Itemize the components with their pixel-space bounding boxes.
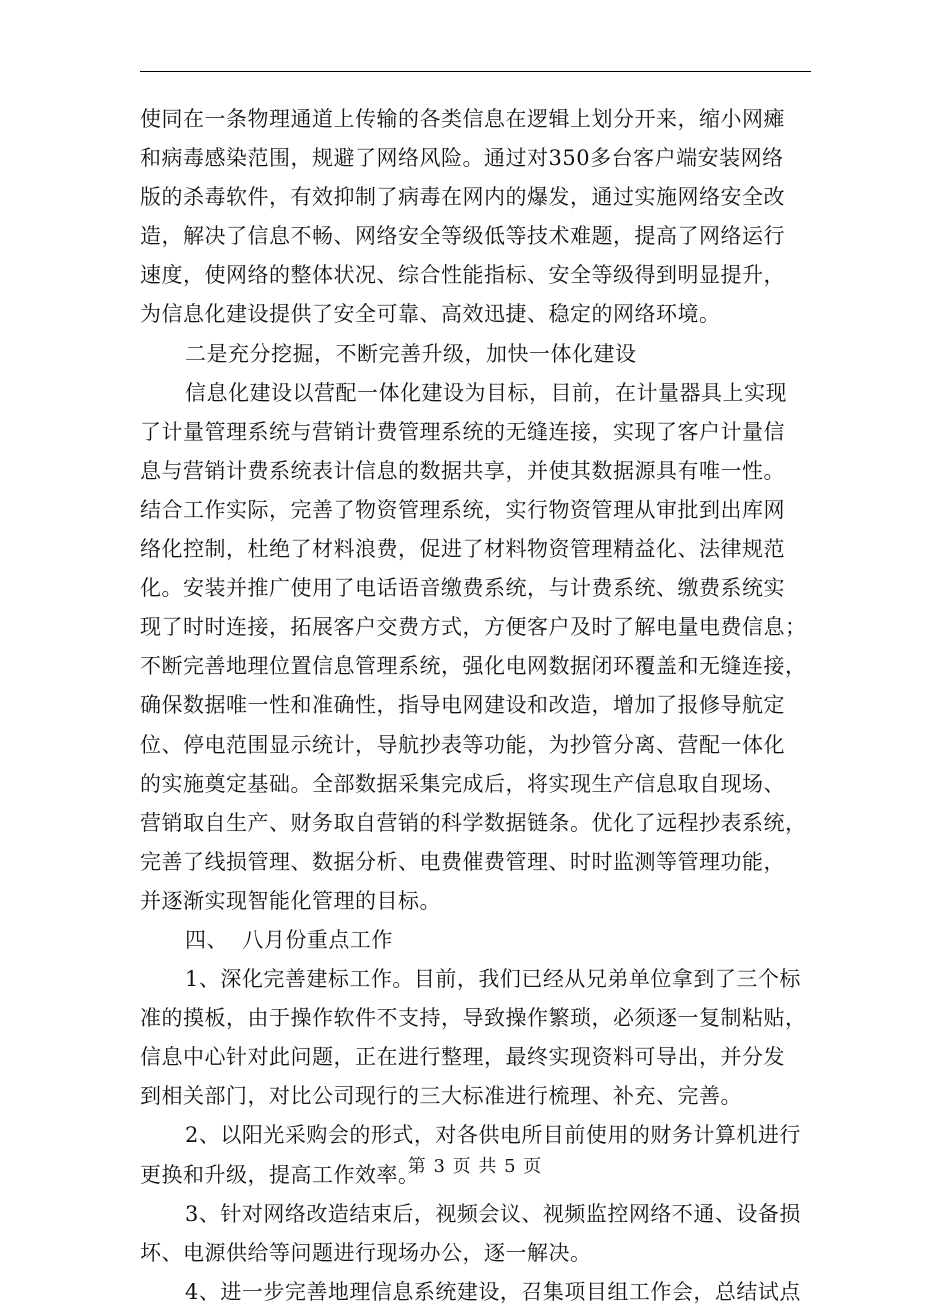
body-line: 为信息化建设提供了安全可靠、高效迅捷、稳定的网络环境。 — [140, 302, 721, 327]
body-line: 并逐渐实现智能化管理的目标。 — [140, 888, 441, 913]
section-heading: 四、 八月份重点工作 — [185, 927, 393, 952]
body-line: 准的摸板，由于操作软件不支持，导致操作繁琐，必须逐一复制粘贴， — [140, 1006, 807, 1031]
body-line: 信息中心针对此问题，正在进行整理，最终实现资料可导出，并分发 — [140, 1045, 785, 1070]
body-line: 位、停电范围显示统计，导航抄表等功能，为抄管分离、营配一体化 — [140, 732, 785, 757]
page-footer: 第 3 页 共 5 页 — [407, 1156, 543, 1177]
body-line: 不断完善地理位置信息管理系统，强化电网数据闭环覆盖和无缝连接， — [140, 654, 807, 679]
document-body — [140, 100, 820, 1312]
body-line: 确保数据唯一性和准确性，指导电网建设和改造，增加了报修导航定 — [140, 693, 785, 718]
body-line: 和病毒感染范围，规避了网络风险。通过对350多台客户端安装网络 — [140, 146, 784, 171]
body-line: 速度，使网络的整体状况、综合性能指标、安全等级得到明显提升， — [140, 263, 785, 288]
section-heading: 二是充分挖掘，不断完善升级，加快一体化建设 — [185, 341, 637, 366]
body-line: 结合工作实际，完善了物资管理系统，实行物资管理从审批到出库网 — [140, 497, 785, 522]
list-item-start: 3、针对网络改造结束后，视频会议、视频监控网络不通、设备损 — [185, 1201, 801, 1226]
body-line: 的实施奠定基础。全部数据采集完成后，将实现生产信息取自现场、 — [140, 771, 785, 796]
body-line: 更换和升级，提高工作效率。 — [140, 1162, 420, 1187]
body-line: 化。安装并推广使用了电话语音缴费系统，与计费系统、缴费系统实 — [140, 576, 785, 601]
body-line: 使同在一条物理通道上传输的各类信息在逻辑上划分开来，缩小网瘫 — [140, 107, 785, 131]
header-rule — [140, 71, 811, 72]
body-line: 到相关部门，对比公司现行的三大标准进行梳理、补充、完善。 — [140, 1084, 742, 1109]
body-line: 络化控制，杜绝了材料浪费，促进了材料物资管理精益化、法律规范 — [140, 537, 785, 562]
list-item-start: 2、以阳光采购会的形式，对各供电所目前使用的财务计算机进行 — [185, 1123, 801, 1148]
body-line: 现了时时连接，拓展客户交费方式，方便客户及时了解电量电费信息； — [140, 615, 807, 640]
body-line: 坏、电源供给等问题进行现场办公，逐一解决。 — [140, 1240, 592, 1265]
body-line: 造，解决了信息不畅、网络安全等级低等技术难题，提高了网络运行 — [140, 224, 785, 249]
body-line: 息与营销计费系统表计信息的数据共享，并使其数据源具有唯一性。 — [140, 458, 785, 483]
list-item-start: 4、进一步完善地理信息系统建设，召集项目组工作会，总结试点 — [185, 1279, 801, 1304]
list-item-start: 1、深化完善建标工作。目前，我们已经从兄弟单位拿到了三个标 — [185, 967, 801, 992]
paragraph-start-line: 信息化建设以营配一体化建设为目标，目前，在计量器具上实现 — [185, 380, 787, 405]
body-line: 了计量管理系统与营销计费管理系统的无缝连接，实现了客户计量信 — [140, 419, 785, 444]
body-line: 版的杀毒软件，有效抑制了病毒在网内的爆发，通过实施网络安全改 — [140, 185, 785, 210]
body-line: 完善了线损管理、数据分析、电费催费管理、时时监测等管理功能， — [140, 849, 785, 874]
body-line: 营销取自生产、财务取自营销的科学数据链条。优化了远程抄表系统， — [140, 810, 807, 835]
